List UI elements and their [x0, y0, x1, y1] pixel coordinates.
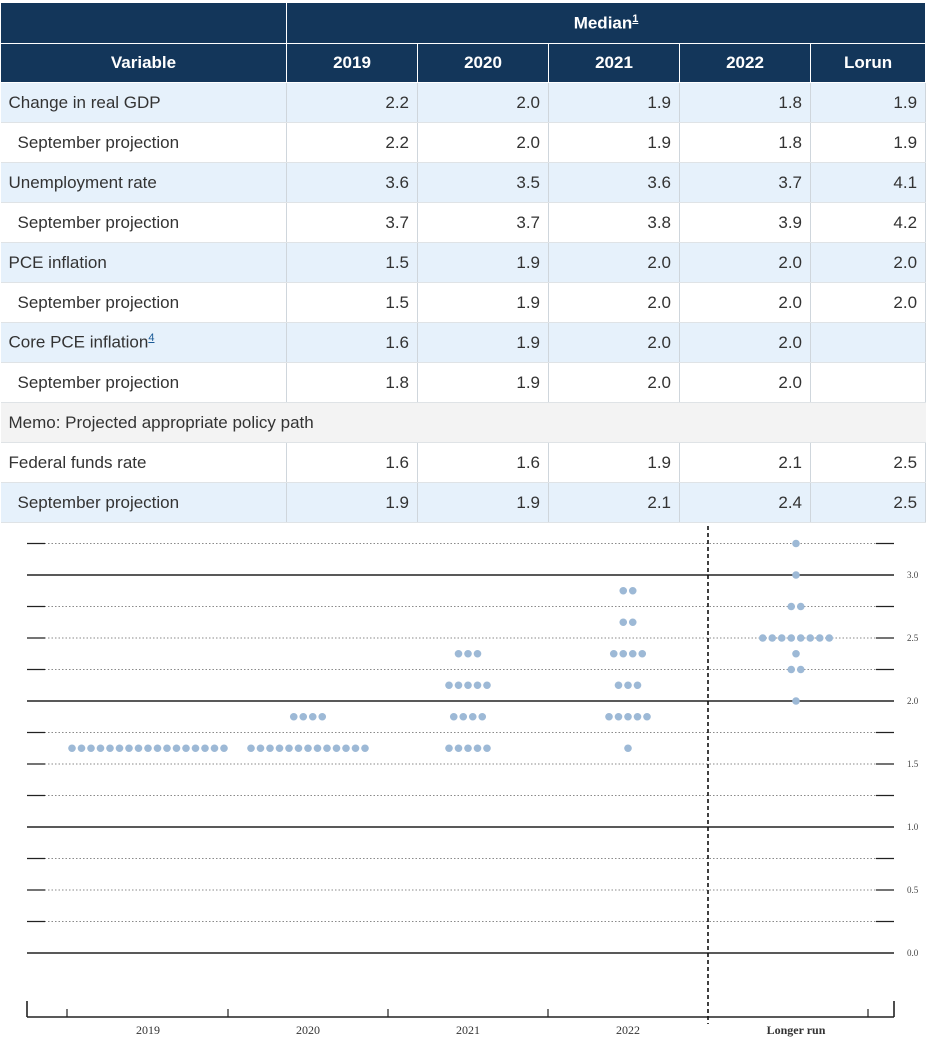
cell-value: 1.5 [287, 243, 418, 283]
table-row [1, 163, 926, 203]
cell-value: 2.0 [811, 283, 926, 323]
row-label: Unemployment rate [1, 163, 287, 203]
projection-dot [285, 744, 293, 752]
projection-dot [455, 681, 463, 689]
cell-value: 2.0 [418, 83, 549, 123]
projection-dot [605, 713, 613, 721]
cell-value: 3.7 [287, 203, 418, 243]
row-label: Change in real GDP [1, 83, 287, 123]
column-header-lorun: Lorun [811, 44, 926, 83]
cell-value: 1.9 [418, 363, 549, 403]
projection-dot [634, 681, 642, 689]
cell-value: 2.0 [680, 243, 811, 283]
projection-dot [154, 744, 162, 752]
cell-value: 1.9 [287, 483, 418, 523]
table-row [1, 323, 926, 363]
projection-dot [619, 587, 627, 595]
cell-value: 1.6 [287, 323, 418, 363]
projection-dot [125, 744, 133, 752]
cell-value: 1.8 [680, 123, 811, 163]
table-row [1, 403, 926, 443]
projection-dot [182, 744, 190, 752]
x-tick-label: 2019 [136, 1023, 160, 1037]
table-row [1, 483, 926, 523]
projection-dot [352, 744, 360, 752]
projection-dot [333, 744, 341, 752]
row-label: Federal funds rate [1, 443, 287, 483]
row-label: Core PCE inflation$^4$ [1, 323, 287, 363]
column-header-2020: 2020 [418, 44, 549, 83]
cell-value: 2.4 [680, 483, 811, 523]
cell-value: 3.6 [549, 163, 680, 203]
projection-dot [342, 744, 350, 752]
projection-dot [806, 634, 814, 642]
projection-dot [638, 650, 646, 658]
row-label: September projection [1, 363, 287, 403]
cell-value: 1.9 [418, 483, 549, 523]
projection-dot [787, 666, 795, 674]
projection-dot [87, 744, 95, 752]
cell-value: 3.8 [549, 203, 680, 243]
cell-value: 1.9 [418, 243, 549, 283]
projection-dot [299, 713, 307, 721]
projection-dot [266, 744, 274, 752]
projection-dot [309, 713, 317, 721]
row-footnote[interactable]: 4 [148, 332, 155, 345]
projection-dot [624, 713, 632, 721]
cell-value: 2.0 [549, 363, 680, 403]
projection-dot [78, 744, 86, 752]
projection-dot [474, 650, 482, 658]
projection-dot [768, 634, 776, 642]
y-tick-label: 1.0 [907, 822, 919, 832]
projection-dot [192, 744, 200, 752]
projection-dot [478, 713, 486, 721]
projection-dot [619, 650, 627, 658]
projection-dot [247, 744, 255, 752]
projection-dot [464, 681, 472, 689]
projection-dot [201, 744, 209, 752]
cell-value: 2.0 [549, 323, 680, 363]
cell-value: 1.8 [287, 363, 418, 403]
cell-value: 1.9 [549, 83, 680, 123]
projection-dot [455, 744, 463, 752]
cell-value: 1.6 [418, 443, 549, 483]
y-tick-label: 1.5 [907, 759, 919, 769]
projection-dot [483, 681, 491, 689]
projection-dot [135, 744, 143, 752]
x-tick-label: 2021 [456, 1023, 480, 1037]
y-tick-label: 0.0 [907, 948, 919, 958]
projection-dot [304, 744, 312, 752]
cell-value: 2.0 [418, 123, 549, 163]
cell-value: 2.1 [680, 443, 811, 483]
projection-dot [619, 618, 627, 626]
row-label: September projection [1, 203, 287, 243]
projection-dot [797, 603, 805, 611]
projection-dot [295, 744, 303, 752]
projection-dot [792, 540, 800, 548]
projection-dot [68, 744, 76, 752]
cell-value: 2.2 [287, 123, 418, 163]
projection-dot [825, 634, 833, 642]
projection-dot [797, 634, 805, 642]
x-tick-label: 2020 [296, 1023, 320, 1037]
cell-value: 1.9 [418, 323, 549, 363]
row-label: September projection [1, 283, 287, 323]
table-row [1, 443, 926, 483]
cell-value: 1.9 [549, 123, 680, 163]
cell-value: 2.1 [549, 483, 680, 523]
projection-dot [474, 744, 482, 752]
cell-value: 2.0 [811, 243, 926, 283]
projection-dot [792, 571, 800, 579]
projection-dot [759, 634, 767, 642]
y-tick-label: 0.5 [907, 885, 919, 895]
projection-dot [211, 744, 219, 752]
projection-dot [792, 650, 800, 658]
column-header-2019: 2019 [287, 44, 418, 83]
projection-dot [323, 744, 331, 752]
cell-value: 1.6 [287, 443, 418, 483]
y-axis [907, 570, 919, 958]
cell-value: 1.9 [811, 123, 926, 163]
cell-value: 2.0 [680, 323, 811, 363]
table-row [1, 123, 926, 163]
cell-value: 2.0 [549, 283, 680, 323]
projection-dot [797, 666, 805, 674]
cell-value: 2.5 [811, 443, 926, 483]
cell-value: 1.9 [811, 83, 926, 123]
median-header: Median$^1$ [287, 3, 926, 44]
cell-value: 3.7 [680, 163, 811, 203]
cell-value: 4.2 [811, 203, 926, 243]
projection-dot [816, 634, 824, 642]
projection-dot [792, 697, 800, 705]
column-header-2022: 2022 [680, 44, 811, 83]
row-label: Memo: Projected appropriate policy path [1, 403, 926, 443]
cell-value [811, 323, 926, 363]
cell-value [811, 363, 926, 403]
cell-value: 2.0 [680, 283, 811, 323]
x-tick-label: 2022 [616, 1023, 640, 1037]
projection-dot [629, 650, 637, 658]
row-label: PCE inflation [1, 243, 287, 283]
cell-value: 2.0 [680, 363, 811, 403]
projection-dot [257, 744, 265, 752]
projection-dot [445, 681, 453, 689]
projection-dot [290, 713, 298, 721]
projection-dot [455, 650, 463, 658]
projections-table [0, 3, 926, 523]
projection-dot [787, 603, 795, 611]
projection-dot [624, 681, 632, 689]
table-corner [1, 3, 287, 44]
table-row [1, 83, 926, 123]
cell-value: 4.1 [811, 163, 926, 203]
projection-dot [787, 634, 795, 642]
projection-dot [163, 744, 171, 752]
y-tick-label: 2.0 [907, 696, 919, 706]
projection-dot [634, 713, 642, 721]
y-tick-label: 2.5 [907, 633, 919, 643]
projection-dot [276, 744, 284, 752]
cell-value: 1.9 [418, 283, 549, 323]
x-tick-label: Longer run [766, 1023, 826, 1037]
row-label: September projection [1, 123, 287, 163]
projection-dot [361, 744, 369, 752]
projection-dot [624, 744, 632, 752]
table-row [1, 243, 926, 283]
column-header-2021: 2021 [549, 44, 680, 83]
projection-dot [778, 634, 786, 642]
projection-dot [464, 744, 472, 752]
cell-value: 2.2 [287, 83, 418, 123]
projection-dot [220, 744, 228, 752]
table-row [1, 283, 926, 323]
cell-value: 1.5 [287, 283, 418, 323]
projection-dot [483, 744, 491, 752]
table-row [1, 203, 926, 243]
projection-dot [450, 713, 458, 721]
projection-dot [445, 744, 453, 752]
y-tick-label: 3.0 [907, 570, 919, 580]
projection-dot [643, 713, 651, 721]
projection-dot [97, 744, 105, 752]
cell-value: 3.6 [287, 163, 418, 203]
projection-dot [615, 713, 623, 721]
cell-value: 3.9 [680, 203, 811, 243]
cell-value: 1.9 [549, 443, 680, 483]
dot-plot-chart [0, 524, 928, 1042]
projection-dot [106, 744, 114, 752]
column-header-variable: Variable [1, 44, 287, 83]
cell-value: 3.7 [418, 203, 549, 243]
table-body [1, 83, 926, 523]
projection-dot [610, 650, 618, 658]
projection-dot [459, 713, 467, 721]
row-label: September projection [1, 483, 287, 523]
projection-dot [474, 681, 482, 689]
x-axis [27, 526, 894, 1037]
cell-value: 2.0 [549, 243, 680, 283]
cell-value: 2.5 [811, 483, 926, 523]
dot-layer [68, 540, 833, 752]
projection-dot [144, 744, 152, 752]
median-footnote[interactable]: 1 [632, 12, 639, 25]
projection-dot [629, 618, 637, 626]
projection-dot [173, 744, 181, 752]
projection-dot [116, 744, 124, 752]
cell-value: 1.8 [680, 83, 811, 123]
projection-dot [469, 713, 477, 721]
projection-dot [318, 713, 326, 721]
column-header-row [1, 44, 926, 83]
projection-dot [629, 587, 637, 595]
table-row [1, 363, 926, 403]
cell-value: 3.5 [418, 163, 549, 203]
projection-dot [314, 744, 322, 752]
projection-dot [615, 681, 623, 689]
projection-dot [464, 650, 472, 658]
